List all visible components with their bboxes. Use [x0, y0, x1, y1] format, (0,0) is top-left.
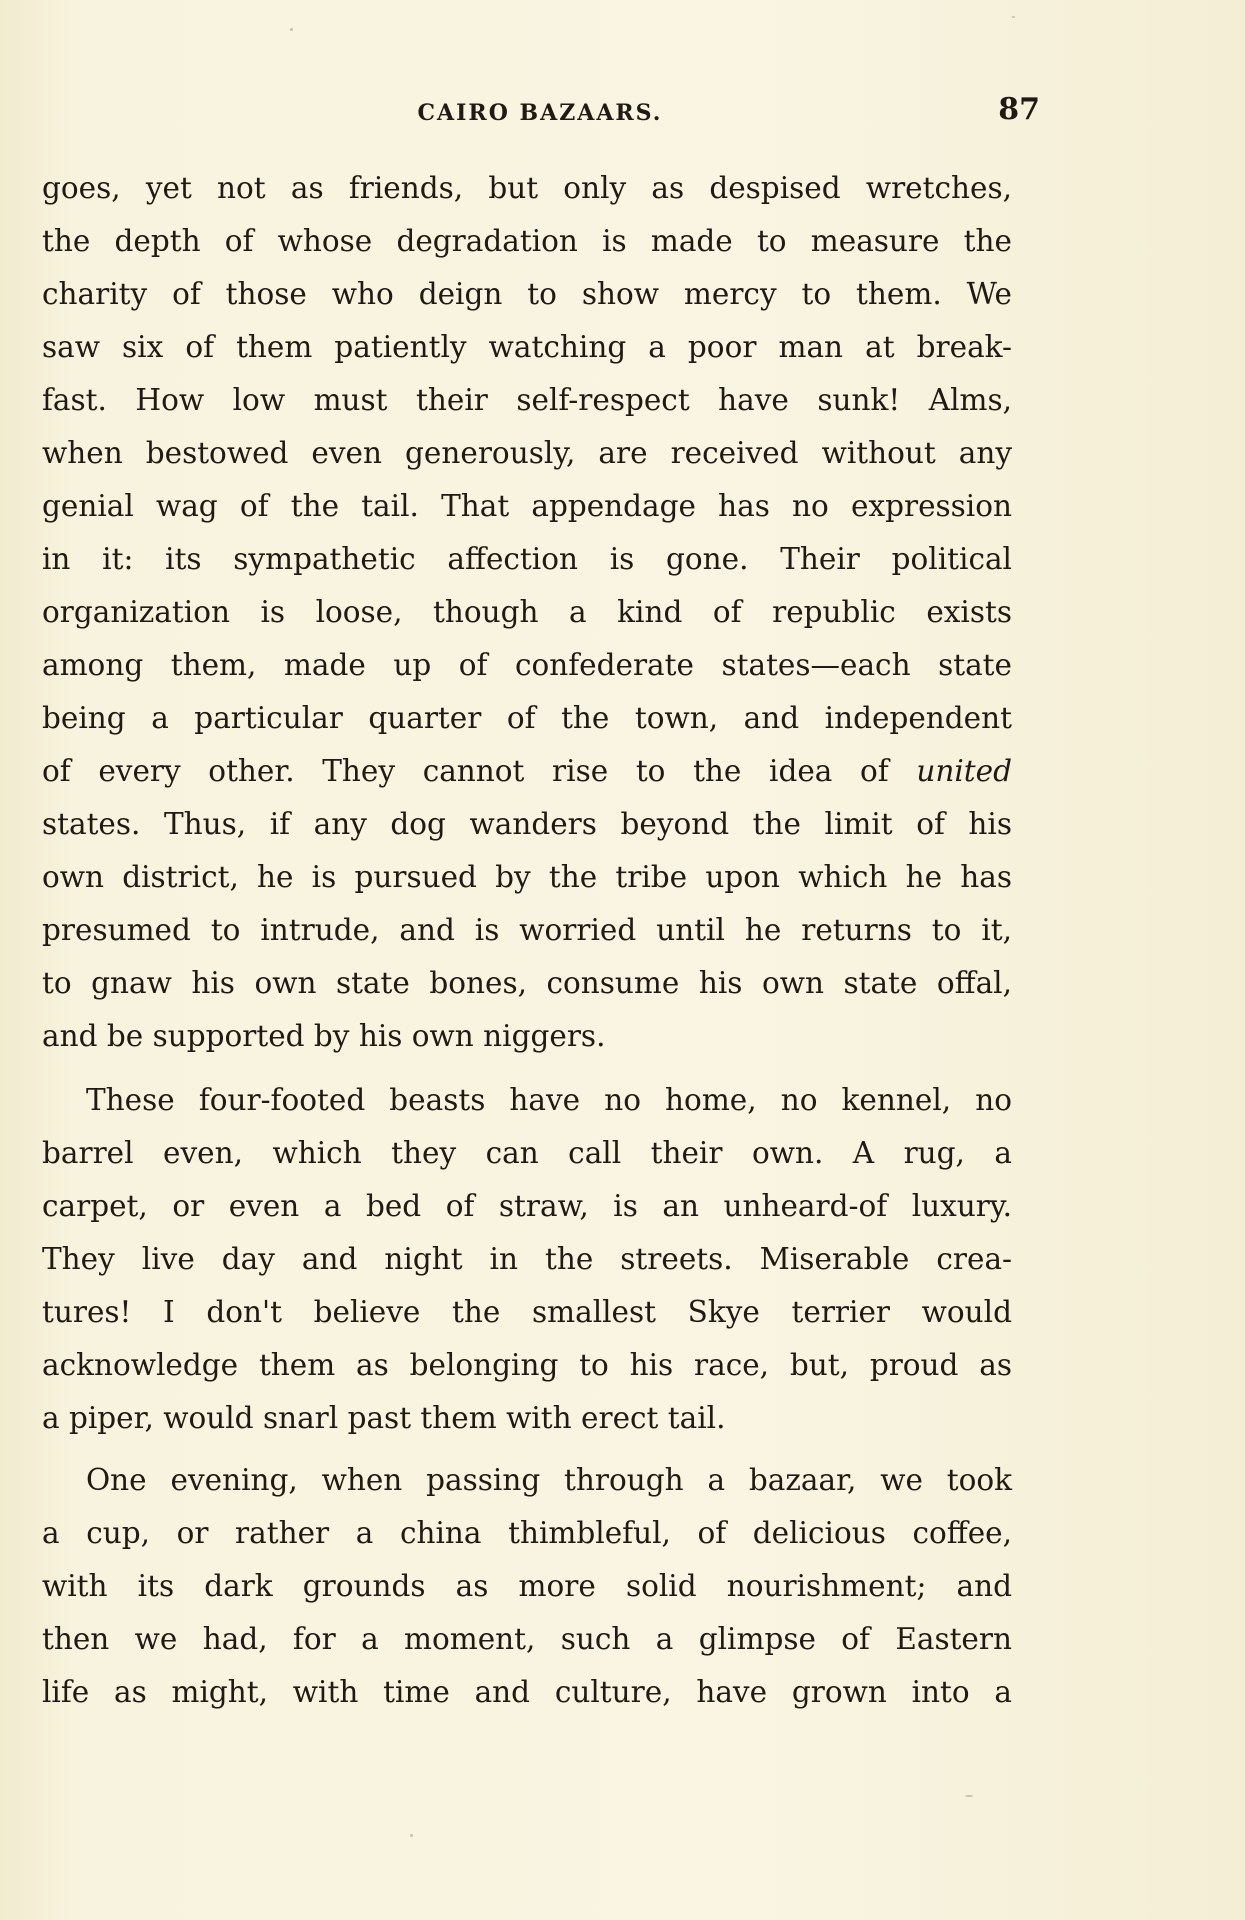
paper-speck	[290, 28, 293, 31]
paper-speck	[1012, 16, 1015, 18]
text-line: saw six of them patiently watching a poor man at break-	[42, 330, 1012, 364]
text-line: the depth of whose degradation is made to measure the	[42, 224, 1012, 258]
text-line: being a particular quarter of the town, and independent	[42, 701, 1012, 735]
text-line: states. Thus, if any dog wanders beyond the limit of his	[42, 807, 1012, 841]
text-line: and be supported by his own niggers.	[42, 1019, 606, 1053]
running-head	[40, 92, 1040, 132]
text-line: of every other. They cannot rise to the idea of united	[42, 754, 1012, 788]
text-line: with its dark grounds as more solid nourishment; and	[42, 1569, 1012, 1603]
text-line: genial wag of the tail. That appendage has no expression	[42, 489, 1012, 523]
text-line: in it: its sympathetic affection is gone. Their political	[42, 542, 1012, 576]
text-line: goes, yet not as friends, but only as despised wretches,	[42, 171, 1012, 205]
text-line: carpet, or even a bed of straw, is an unheard-of luxury.	[42, 1189, 1012, 1223]
paper-speck	[410, 1834, 413, 1837]
text-line: These four-footed beasts have no home, no kennel, no	[86, 1083, 1012, 1117]
text-line: a piper, would snarl past them with erect tail.	[42, 1401, 726, 1435]
text-line: presumed to intrude, and is worried until he returns to it,	[42, 913, 1012, 947]
text-line: organization is loose, though a kind of republic exists	[42, 595, 1012, 629]
paper-speck	[965, 1795, 973, 1797]
text-line: then we had, for a moment, such a glimpse of Eastern	[42, 1622, 1012, 1656]
text-line: own district, he is pursued by the tribe upon which he has	[42, 860, 1012, 894]
text-line: life as might, with time and culture, have grown into a	[42, 1675, 1012, 1709]
text-line: to gnaw his own state bones, consume his own state offal,	[42, 966, 1012, 1000]
text-line: fast. How low must their self-respect have sunk! Alms,	[42, 383, 1012, 417]
text-line: One evening, when passing through a bazaar, we took	[86, 1463, 1012, 1497]
running-title: CAIRO BAZAARS.	[417, 100, 663, 126]
text-line: when bestowed even generously, are received without any	[42, 436, 1012, 470]
italic-emphasis: united	[916, 754, 1012, 788]
page-number: 87	[998, 92, 1040, 127]
text-line: acknowledge them as belonging to his race, but, proud as	[42, 1348, 1012, 1382]
text-line: barrel even, which they can call their own. A rug, a	[42, 1136, 1012, 1170]
text-line: among them, made up of confederate states—each state	[42, 648, 1012, 682]
text-line: charity of those who deign to show mercy to them. We	[42, 277, 1012, 311]
text-line: tures! I don't believe the smallest Skye terrier would	[42, 1295, 1012, 1329]
text-line: a cup, or rather a china thimbleful, of delicious coffee,	[42, 1516, 1012, 1550]
text-line: They live day and night in the streets. Miserable crea-	[42, 1242, 1012, 1276]
